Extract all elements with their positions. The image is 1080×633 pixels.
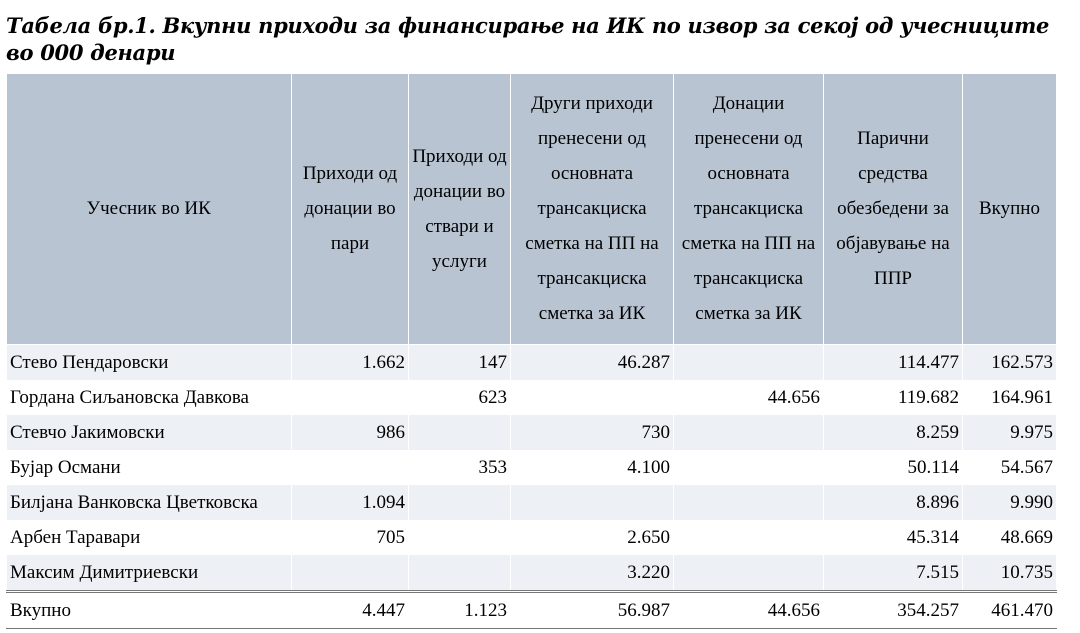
cell-ppr: 8.896 bbox=[824, 485, 963, 520]
cell-transferred bbox=[674, 555, 824, 592]
cell-other bbox=[511, 485, 674, 520]
table-row bbox=[7, 485, 1057, 520]
table-caption: Табела бр.1. Вкупни приходи за финансирање на ИК по извор за секој од учесниците во 000 денари bbox=[6, 13, 1050, 65]
cell-participant: Бујар Османи bbox=[7, 450, 292, 485]
cell-transferred bbox=[674, 344, 824, 380]
cell-other: 730 bbox=[511, 415, 674, 450]
cell-in-kind bbox=[409, 485, 511, 520]
total-ppr: 354.257 bbox=[824, 591, 963, 628]
cell-ppr: 50.114 bbox=[824, 450, 963, 485]
cell-cash bbox=[292, 555, 409, 592]
cell-total: 54.567 bbox=[963, 450, 1057, 485]
cell-other: 2.650 bbox=[511, 520, 674, 555]
cell-in-kind: 353 bbox=[409, 450, 511, 485]
cell-in-kind: 623 bbox=[409, 380, 511, 415]
cell-cash bbox=[292, 450, 409, 485]
cell-cash: 986 bbox=[292, 415, 409, 450]
income-table bbox=[6, 74, 1057, 629]
cell-cash: 705 bbox=[292, 520, 409, 555]
cell-transferred bbox=[674, 485, 824, 520]
total-other: 56.987 bbox=[511, 591, 674, 628]
header-participant: Учесник во ИК bbox=[7, 74, 292, 344]
cell-ppr: 7.515 bbox=[824, 555, 963, 592]
total-cash: 4.447 bbox=[292, 591, 409, 628]
cell-ppr: 45.314 bbox=[824, 520, 963, 555]
cell-total: 10.735 bbox=[963, 555, 1057, 592]
table-row bbox=[7, 344, 1057, 380]
cell-participant: Максим Димитриевски bbox=[7, 555, 292, 592]
cell-cash: 1.662 bbox=[292, 344, 409, 380]
cell-ppr: 8.259 bbox=[824, 415, 963, 450]
table-row bbox=[7, 415, 1057, 450]
table-row bbox=[7, 450, 1057, 485]
cell-other bbox=[511, 380, 674, 415]
cell-transferred bbox=[674, 450, 824, 485]
table-row bbox=[7, 520, 1057, 555]
total-in-kind: 1.123 bbox=[409, 591, 511, 628]
cell-in-kind bbox=[409, 555, 511, 592]
cell-transferred bbox=[674, 520, 824, 555]
cell-total: 48.669 bbox=[963, 520, 1057, 555]
header-transferred-donations: Донации пренесени од основната трансакциска сметка на ПП на трансакциска сметка за ИК bbox=[674, 74, 824, 344]
cell-participant: Билјана Ванковска Цветковска bbox=[7, 485, 292, 520]
header-cash-donations: Приходи од донации во пари bbox=[292, 74, 409, 344]
cell-ppr: 114.477 bbox=[824, 344, 963, 380]
cell-transferred: 44.656 bbox=[674, 380, 824, 415]
cell-other: 46.287 bbox=[511, 344, 674, 380]
total-sum: 461.470 bbox=[963, 591, 1057, 628]
table-row bbox=[7, 380, 1057, 415]
header-row bbox=[7, 74, 1057, 344]
cell-total: 9.975 bbox=[963, 415, 1057, 450]
cell-other: 3.220 bbox=[511, 555, 674, 592]
cell-other: 4.100 bbox=[511, 450, 674, 485]
cell-total: 164.961 bbox=[963, 380, 1057, 415]
cell-total: 162.573 bbox=[963, 344, 1057, 380]
cell-in-kind bbox=[409, 520, 511, 555]
cell-in-kind: 147 bbox=[409, 344, 511, 380]
total-row bbox=[7, 591, 1057, 628]
cell-ppr: 119.682 bbox=[824, 380, 963, 415]
header-other-income: Други приходи пренесени од основната трансакциска сметка на ПП на трансакциска сметка за ИК bbox=[511, 74, 674, 344]
cell-participant: Арбен Таравари bbox=[7, 520, 292, 555]
total-label: Вкупно bbox=[7, 591, 292, 628]
header-ppr-funds: Парични средства обезбедени за објавување на ППР bbox=[824, 74, 963, 344]
cell-participant: Стевчо Јакимовски bbox=[7, 415, 292, 450]
header-in-kind-donations: Приходи од донации во ствари и услуги bbox=[409, 74, 511, 344]
cell-participant: Гордана Сиљановска Давкова bbox=[7, 380, 292, 415]
cell-transferred bbox=[674, 415, 824, 450]
cell-total: 9.990 bbox=[963, 485, 1057, 520]
total-transferred: 44.656 bbox=[674, 591, 824, 628]
cell-participant: Стево Пендаровски bbox=[7, 344, 292, 380]
table-row bbox=[7, 555, 1057, 592]
cell-cash: 1.094 bbox=[292, 485, 409, 520]
cell-cash bbox=[292, 380, 409, 415]
cell-in-kind bbox=[409, 415, 511, 450]
header-total: Вкупно bbox=[963, 74, 1057, 344]
